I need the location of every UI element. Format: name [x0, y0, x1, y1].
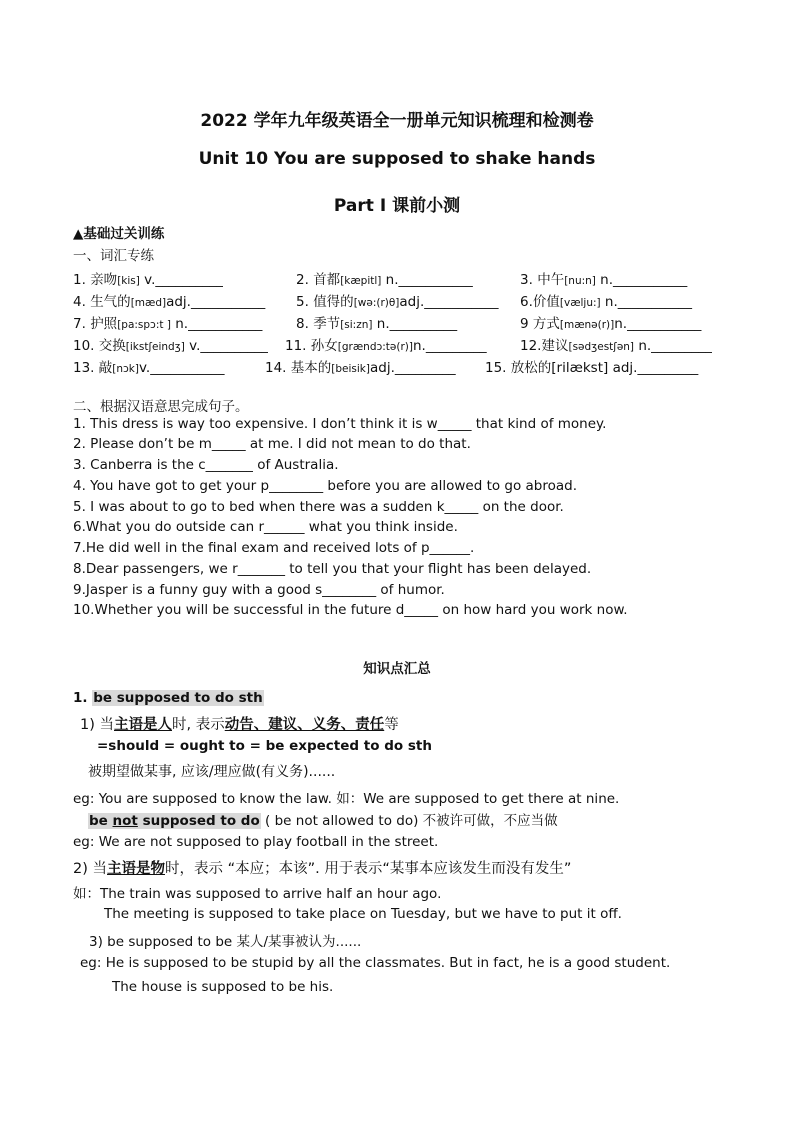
sentence-item: 9.Jasper is a funny guy with a good s________ of humor. — [73, 582, 445, 598]
chinese-meaning: 被期望做某事, 应该/理应做(有义务)...... — [88, 764, 336, 780]
example-4: The meeting is supposed to take place on Tuesday, but we have to put it off. — [104, 906, 622, 922]
phrase-highlight: be supposed to do sth — [93, 690, 263, 706]
vocab-item: 12.建议[sədʒestʃən] n._________ — [520, 338, 712, 354]
vocab-item: 9 方式[mænə(r)]n.___________ — [520, 316, 702, 332]
point-1-usage-3: 3) be supposed to be 某人/某事被认为...... — [89, 934, 362, 950]
sentence-item: 1. This dress is way too expensive. I don’t think it is w_____ that kind of money. — [73, 416, 607, 432]
example-1: eg: You are supposed to know the law. 如：We are supposed to get there at nine. — [73, 791, 620, 807]
example-6: The house is supposed to be his. — [112, 979, 334, 995]
vocab-item: 10. 交换[ikstʃeindʒ] v.__________ — [73, 338, 268, 354]
negative-form: be not supposed to do ( be not allowed to do) 不被许可做，不应当做 — [89, 813, 558, 829]
vocab-item: 14. 基本的[beisik]adj._________ — [265, 360, 456, 376]
sentence-section-heading: 二、根据汉语意思完成句子。 — [73, 399, 249, 415]
part-title: Part I 课前小测 — [333, 196, 461, 216]
vocab-item: 1. 亲吻[kis] v.__________ — [73, 272, 223, 288]
vocab-section-heading: 一、词汇专练 — [73, 248, 154, 264]
vocab-item: 13. 敲[nɔk]v.___________ — [73, 360, 225, 376]
example-5: eg: He is supposed to be stupid by all the classmates. But in fact, he is a good student. — [80, 955, 671, 971]
vocab-item: 3. 中午[nu:n] n.___________ — [520, 272, 688, 288]
point-1-usage-2: 2) 当主语是物时，表示 “本应；本该”. 用于表示“某事本应该发生而没有发生” — [73, 861, 572, 877]
equivalent-expressions: =should = ought to = be expected to do sth — [97, 738, 432, 754]
sentence-item: 5. I was about to go to bed when there was a sudden k_____ on the door. — [73, 499, 564, 515]
vocab-item: 7. 护照[pa:spɔ:t ] n.___________ — [73, 316, 263, 332]
vocab-item: 2. 首都[kæpitl] n.___________ — [296, 272, 473, 288]
vocab-item: 11. 孙女[grændɔ:tə(r)]n._________ — [285, 338, 487, 354]
document-title: 2022 学年九年级英语全一册单元知识梳理和检测卷 — [200, 111, 594, 131]
sentence-item: 8.Dear passengers, we r_______ to tell you that your flight has been delayed. — [73, 561, 592, 577]
point-1-heading: 1. be supposed to do sth — [73, 690, 263, 706]
unit-title: Unit 10 You are supposed to shake hands — [198, 149, 596, 169]
example-3: 如：The train was supposed to arrive half an hour ago. — [73, 886, 442, 902]
vocab-item: 8. 季节[si:zn] n.__________ — [296, 316, 458, 332]
sentence-item: 4. You have got to get your p________ before you are allowed to go abroad. — [73, 478, 578, 494]
point-1-usage-1: 1) 当主语是人时, 表示动告、建议、义务、责任等 — [80, 717, 399, 733]
section-basic-heading: ▲基础过关训练 — [73, 226, 165, 242]
vocab-item: 4. 生气的[mæd]adj.___________ — [73, 294, 266, 310]
sentence-item: 10.Whether you will be successful in the future d_____ on how hard you work now. — [73, 602, 628, 618]
sentence-item: 2. Please don’t be m_____ at me. I did not mean to do that. — [73, 436, 471, 452]
example-2: eg: We are not supposed to play football in the street. — [73, 834, 439, 850]
sentence-item: 3. Canberra is the c_______ of Australia. — [73, 457, 339, 473]
vocab-item: 5. 值得的[wə:(r)θ]adj.___________ — [296, 294, 499, 310]
sentence-item: 7.He did well in the final exam and received lots of p______. — [73, 540, 475, 556]
knowledge-heading: 知识点汇总 — [363, 661, 431, 677]
sentence-item: 6.What you do outside can r______ what you think inside. — [73, 519, 458, 535]
vocab-item: 15. 放松的[rilækst] adj._________ — [485, 360, 699, 376]
vocab-item: 6.价值[vælju:] n.___________ — [520, 294, 693, 310]
